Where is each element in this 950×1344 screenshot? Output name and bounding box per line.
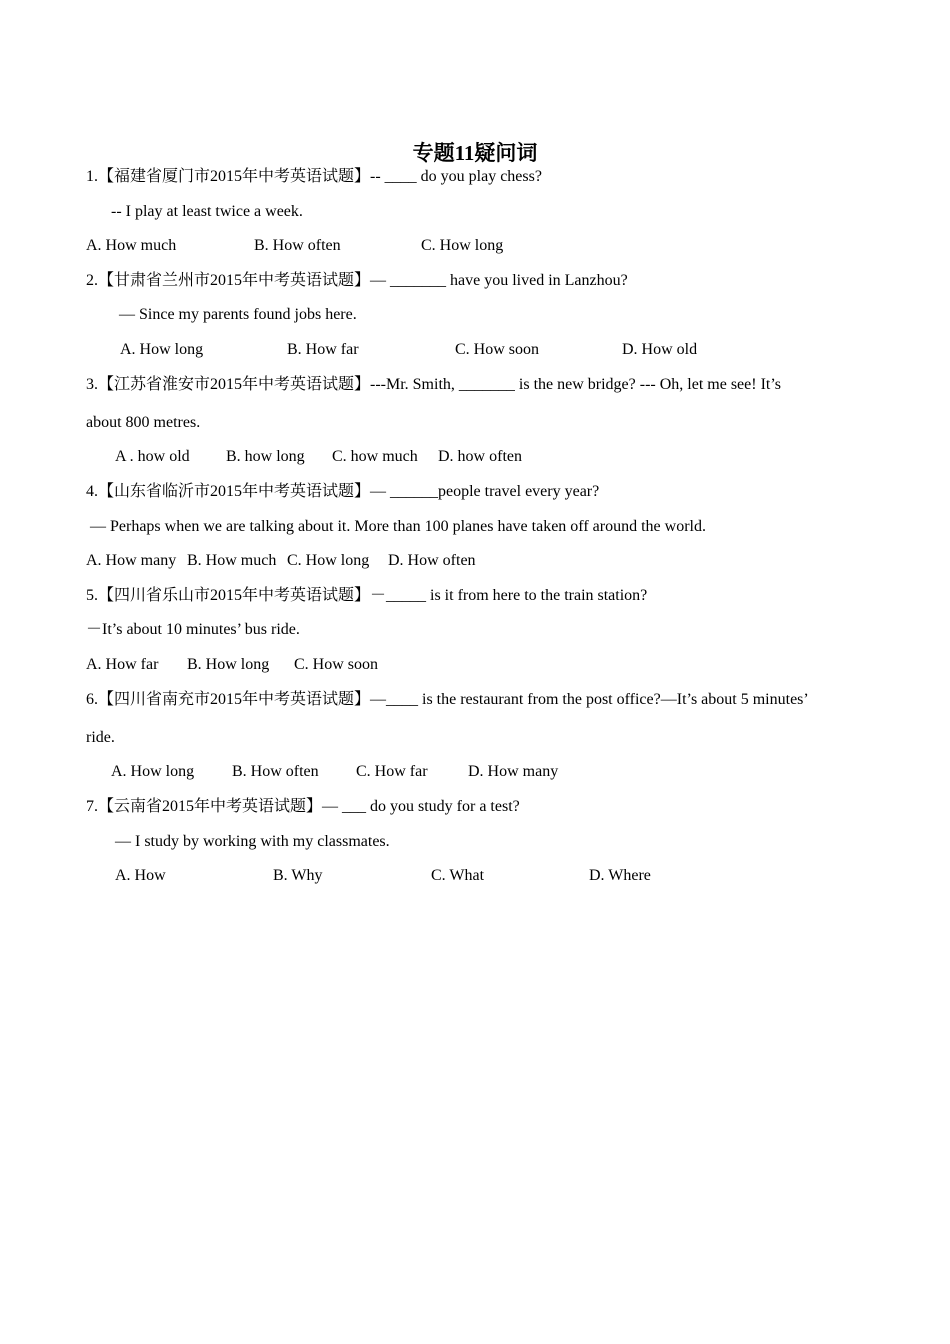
question-6-option-b: B. How often bbox=[232, 763, 319, 780]
question-2-option-c: C. How soon bbox=[455, 341, 540, 358]
question-2-option-d: D. How old bbox=[622, 341, 698, 358]
question-6-stem-continued: ride. bbox=[86, 729, 115, 746]
question-5-option-c: C. How soon bbox=[294, 656, 379, 673]
question-3-stem: 3.【江苏省淮安市2015年中考英语试题】---Mr. Smith, _______ is the new bridge? --- Oh, let me see! It’s bbox=[86, 376, 782, 393]
question-4-stem: 4.【山东省临沂市2015年中考英语试题】— ______people travel every year? bbox=[86, 483, 600, 500]
question-7-option-a: A. How bbox=[115, 867, 166, 884]
question-4-option-b: B. How much bbox=[187, 552, 277, 569]
question-4-option-c: C. How long bbox=[287, 552, 370, 569]
question-3-option-a: A . how old bbox=[115, 448, 190, 465]
question-6-option-c: C. How far bbox=[356, 763, 428, 780]
question-7-answer: — I study by working with my classmates. bbox=[115, 833, 390, 850]
question-3-stem-continued: about 800 metres. bbox=[86, 414, 201, 431]
question-7-option-c: C. What bbox=[431, 867, 485, 884]
question-7-option-b: B. Why bbox=[273, 867, 323, 884]
question-3-option-b: B. how long bbox=[226, 448, 305, 465]
question-5-option-a: A. How far bbox=[86, 656, 159, 673]
question-4-option-a: A. How many bbox=[86, 552, 177, 569]
question-1-option-a: A. How much bbox=[86, 237, 177, 254]
question-3-option-d: D. how often bbox=[438, 448, 522, 465]
question-2-option-a: A. How long bbox=[120, 341, 204, 358]
document-title: 专题11疑问词 bbox=[412, 141, 538, 165]
question-1-option-b: B. How often bbox=[254, 237, 341, 254]
question-6-option-d: D. How many bbox=[468, 763, 559, 780]
question-2-option-b: B. How far bbox=[287, 341, 359, 358]
question-4-answer: — Perhaps when we are talking about it. More than 100 planes have taken off around the world. bbox=[90, 518, 706, 535]
question-5-option-b: B. How long bbox=[187, 656, 270, 673]
question-1-answer: -- I play at least twice a week. bbox=[111, 203, 303, 220]
question-5-answer: －It’s about 10 minutes’ bus ride. bbox=[86, 621, 300, 638]
question-1-stem: 1.【福建省厦门市2015年中考英语试题】-- ____ do you play chess? bbox=[86, 168, 542, 185]
question-5-stem: 5.【四川省乐山市2015年中考英语试题】－_____ is it from here to the train station? bbox=[86, 587, 648, 604]
question-2-answer: — Since my parents found jobs here. bbox=[119, 306, 357, 323]
question-4-option-d: D. How often bbox=[388, 552, 476, 569]
question-6-stem: 6.【四川省南充市2015年中考英语试题】—____ is the restaurant from the post office?—It’s about 5 minutes’ bbox=[86, 691, 809, 708]
question-1-option-c: C. How long bbox=[421, 237, 504, 254]
question-7-stem: 7.【云南省2015年中考英语试题】— ___ do you study for a test? bbox=[86, 798, 520, 815]
question-2-stem: 2.【甘肃省兰州市2015年中考英语试题】— _______ have you lived in Lanzhou? bbox=[86, 272, 628, 289]
question-7-option-d: D. Where bbox=[589, 867, 651, 884]
question-3-option-c: C. how much bbox=[332, 448, 418, 465]
question-6-option-a: A. How long bbox=[111, 763, 195, 780]
